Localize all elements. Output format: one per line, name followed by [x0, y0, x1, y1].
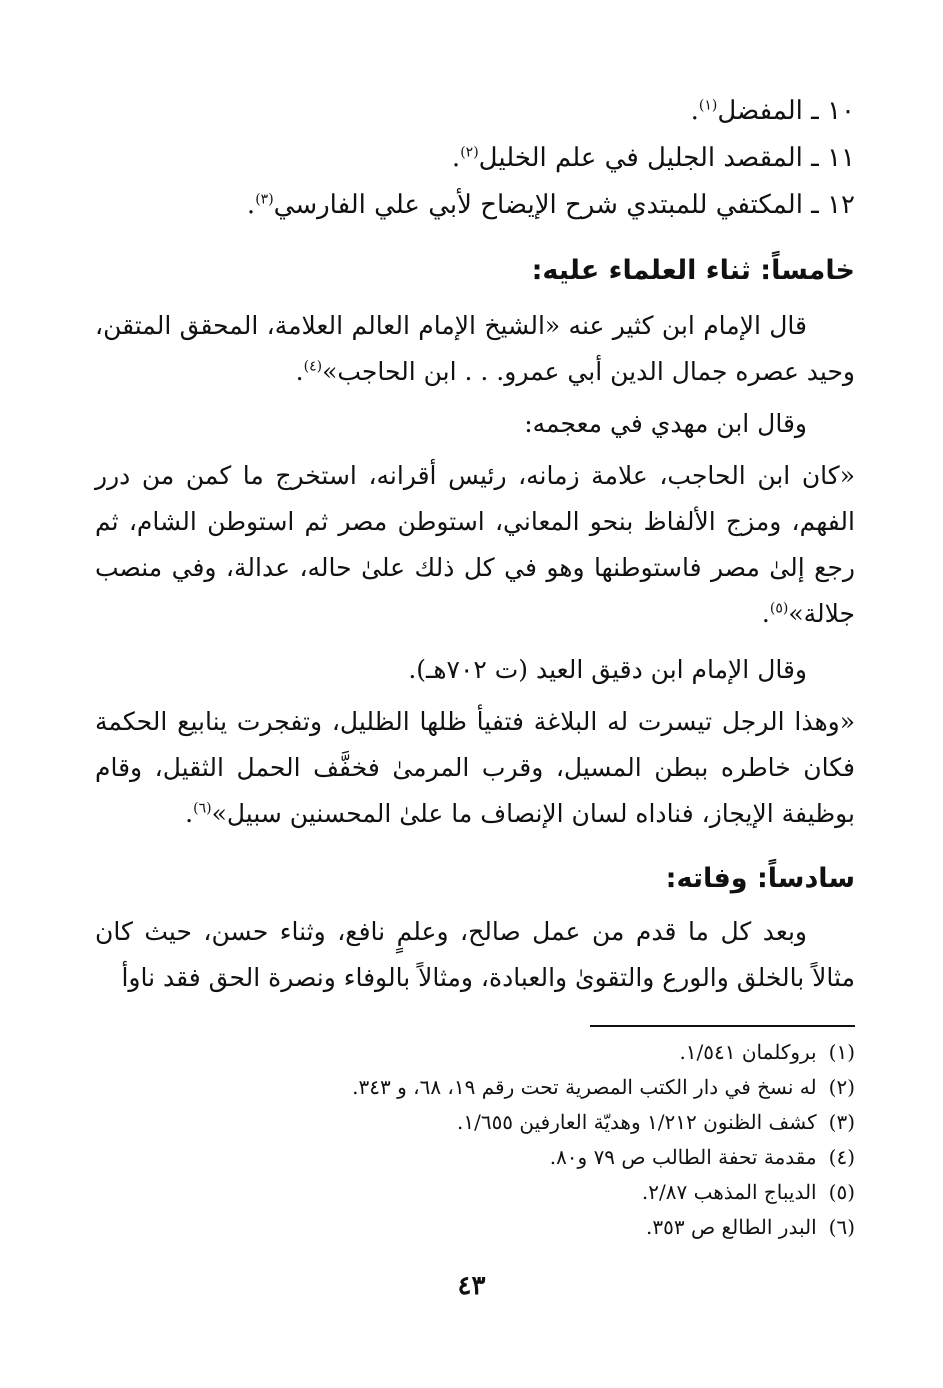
footnote-text: كشف الظنون ١/٢١٢ وهديّة العارفين ١/٦٥٥.: [456, 1110, 817, 1134]
footnote-item: [95, 1210, 855, 1245]
list-item-end: .: [246, 190, 256, 220]
footnotes: [95, 1035, 855, 1245]
footnote-ref: (١): [698, 97, 718, 114]
footnote-ref: (٣): [255, 191, 274, 208]
list-item-end: .: [451, 143, 461, 173]
footnote-text: الديباج المذهب ٢/٨٧.: [641, 1180, 817, 1204]
section-heading-praise: خامساً: ثناء العلماء عليه:: [531, 255, 855, 286]
paragraph-end: .: [295, 357, 304, 386]
footnote-item: [95, 1140, 855, 1175]
page-number: ٤٣: [457, 1271, 486, 1301]
works-list: [95, 88, 855, 229]
footnote-number: (٣): [828, 1110, 855, 1134]
footnote-text: مقدمة تحفة الطالب ص ٧٩ و٨٠.: [549, 1145, 817, 1169]
footnote-item: [95, 1105, 855, 1140]
list-item-end: .: [690, 96, 699, 126]
page-body: [95, 88, 855, 1245]
list-item-text: ١٠ ـ المفضل: [717, 96, 855, 126]
footnote-ref: (٤): [303, 358, 323, 375]
paragraph-end: .: [185, 799, 194, 828]
footnote-text: بروكلمان ١/٥٤١.: [679, 1040, 817, 1064]
paragraph-end: .: [761, 599, 770, 628]
footnote-item: [95, 1035, 855, 1070]
list-item: [95, 88, 855, 135]
footnote-number: (١): [828, 1040, 855, 1064]
footnote-text: له نسخ في دار الكتب المصرية تحت رقم ١٩، ٦٨، و ٣٤٣.: [352, 1075, 817, 1099]
quote-ibn-mahdi: [95, 453, 855, 637]
footnote-number: (٦): [828, 1215, 855, 1239]
paragraph-ibn-daqiq-intro: وقال الإمام ابن دقيق العيد (ت ٧٠٢هـ).: [408, 655, 807, 684]
paragraph-text: «كان ابن الحاجب، علامة زمانه، رئيس أقرانه، استخرج ما كمن من درر الفهم، ومزج الألفاظ بنحو المعاني، استوطن مصر ثم استوطن الشام، ثم رجع إلىٰ مصر فاستوطنها وهو في كل ذلك علىٰ حاله، عدالة، وفي منصب جلالة»: [95, 461, 855, 628]
footnote-item: [95, 1070, 855, 1105]
list-item-text: ١٢ ـ المكتفي للمبتدي شرح الإيضاح لأبي علي الفارسي: [273, 190, 855, 220]
list-item: [95, 135, 855, 182]
paragraph-text: قال الإمام ابن كثير عنه «الشيخ الإمام العالم العلامة، المحقق المتقن، وحيد عصره جمال الدين أبي عمرو. . . ابن الحاجب»: [95, 311, 855, 386]
footnote-ref: (٦): [193, 800, 212, 817]
list-item-text: ١١ ـ المقصد الجليل في علم الخليل: [478, 143, 855, 173]
footnote-item: [95, 1175, 855, 1210]
footnote-number: (٤): [828, 1145, 855, 1169]
paragraph-text: «وهذا الرجل تيسرت له البلاغة فتفيأ ظلها الظليل، وتفجرت ينابيع الحكمة فكان خاطره ببطن المسيل، وقرب المرمىٰ فخفَّف الحمل الثقيل، وقام بوظيفة الإيجاز، فناداه لسان الإنصاف ما علىٰ المحسنين سبيل»: [95, 707, 855, 828]
section-heading-death: سادساً: وفاته:: [665, 863, 855, 894]
footnote-number: (٢): [828, 1075, 855, 1099]
footnote-divider: [590, 1025, 855, 1027]
footnote-text: البدر الطالع ص ٣٥٣.: [646, 1215, 817, 1239]
paragraph-ibn-kathir: [95, 303, 855, 395]
paragraph-ibn-mahdi-intro: وقال ابن مهدي في معجمه:: [524, 409, 807, 438]
footnote-number: (٥): [828, 1180, 855, 1204]
quote-ibn-daqiq: [95, 699, 855, 837]
footnote-ref: (٢): [460, 144, 479, 161]
paragraph-death: وبعد كل ما قدم من عمل صالح، وعلمٍ نافع، وثناء حسن، حيث كان مثالاً بالخلق والورع والتقوىٰ والعبادة، ومثالاً بالوفاء ونصرة الحق فقد ناوأ: [95, 917, 855, 992]
footnote-ref: (٥): [769, 600, 789, 617]
list-item: [95, 182, 855, 229]
